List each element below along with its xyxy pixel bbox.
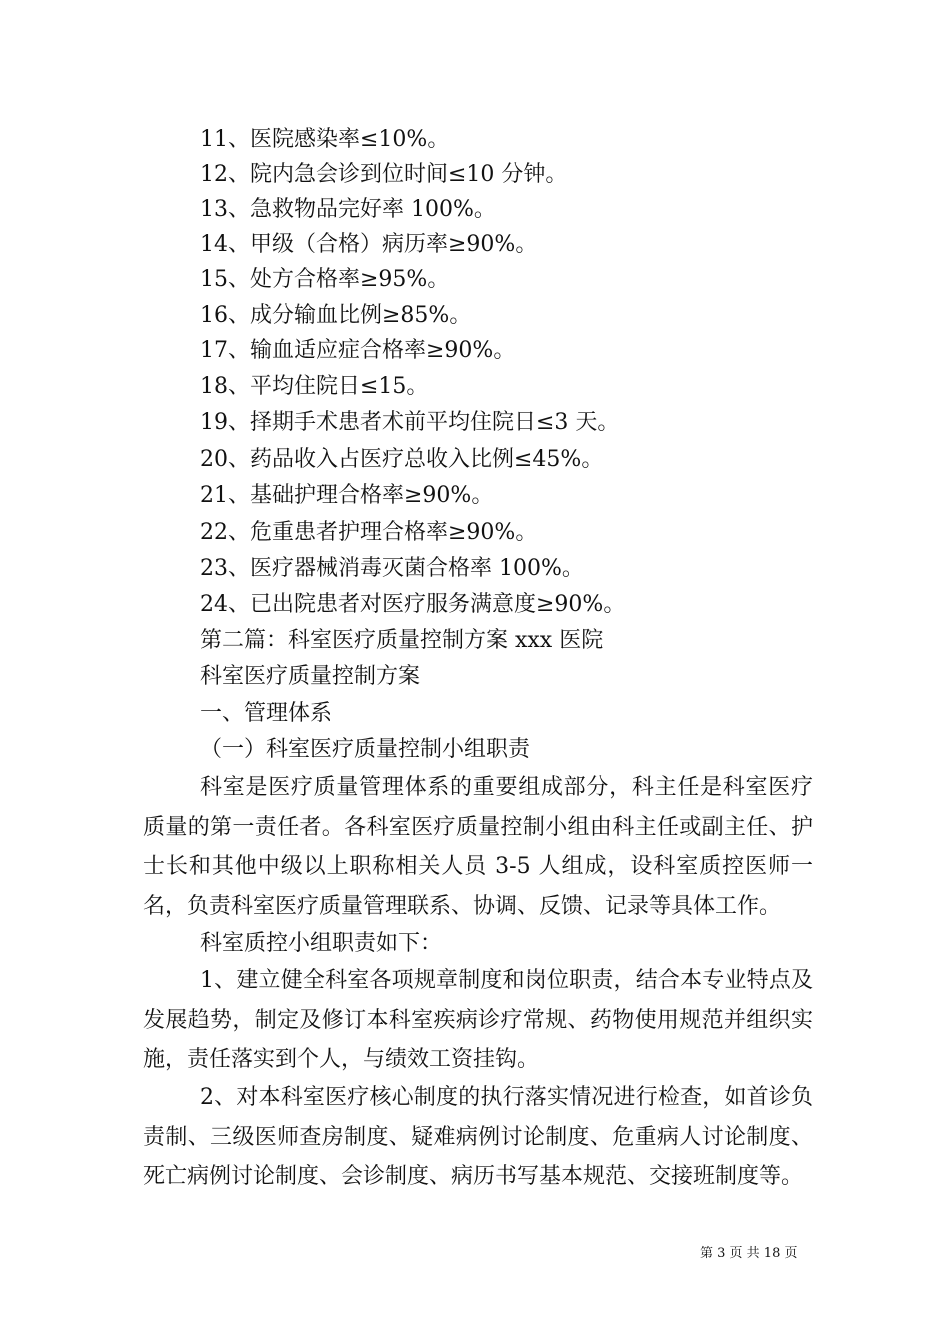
- list-item: 20、药品收入占医疗总收入比例≤45%。: [200, 447, 604, 472]
- paragraph-department-role: 科室是医疗质量管理体系的重要组成部分，科主任是科室医疗质量的第一责任者。各科室医疗质量控制小组由科主任或副主任、护士长和其他中级以上职称相关人员 3-5 人组成，设科室质控医师一名，负责科室医疗质量管理联系、协调、反馈、记录等具体工作。: [143, 775, 813, 919]
- duty-item-1: 1、建立健全科室各项规章制度和岗位职责，结合本专业特点及发展趋势，制定及修订本科室疾病诊疗常规、药物使用规范并组织实施，责任落实到个人，与绩效工资挂钩。: [143, 968, 813, 1072]
- list-item: 11、医院感染率≤10%。: [200, 127, 450, 152]
- heading-management-system: 一、管理体系: [200, 701, 333, 726]
- list-item: 12、院内急会诊到位时间≤10 分钟。: [200, 162, 568, 187]
- list-item: 21、基础护理合格率≥90%。: [200, 483, 494, 508]
- list-item: 22、危重患者护理合格率≥90%。: [200, 520, 538, 545]
- list-item: 17、输血适应症合格率≥90%。: [200, 338, 516, 363]
- list-item: 18、平均住院日≤15。: [200, 374, 429, 399]
- list-item: 23、医疗器械消毒灭菌合格率 100%。: [200, 556, 584, 581]
- list-item: 16、成分输血比例≥85%。: [200, 303, 472, 328]
- document-title: 科室医疗质量控制方案: [200, 664, 421, 689]
- duties-intro: 科室质控小组职责如下：: [200, 931, 443, 956]
- list-item: 13、急救物品完好率 100%。: [200, 197, 496, 222]
- duty-item-2: 2、对本科室医疗核心制度的执行落实情况进行检查，如首诊负责制、三级医师查房制度、疑难病例讨论制度、危重病人讨论制度、死亡病例讨论制度、会诊制度、病历书写基本规范、交接班制度等。: [143, 1085, 813, 1189]
- heading-qc-group-duties: （一）科室医疗质量控制小组职责: [200, 737, 531, 762]
- list-item: 24、已出院患者对医疗服务满意度≥90%。: [200, 592, 626, 617]
- list-item: 19、择期手术患者术前平均住院日≤3 天。: [200, 410, 620, 435]
- section-heading: 第二篇：科室医疗质量控制方案 xxx 医院: [200, 628, 604, 653]
- page-number: 第 3 页 共 18 页: [700, 1246, 798, 1261]
- list-item: 14、甲级（合格）病历率≥90%。: [200, 232, 538, 257]
- list-item: 15、处方合格率≥95%。: [200, 267, 450, 292]
